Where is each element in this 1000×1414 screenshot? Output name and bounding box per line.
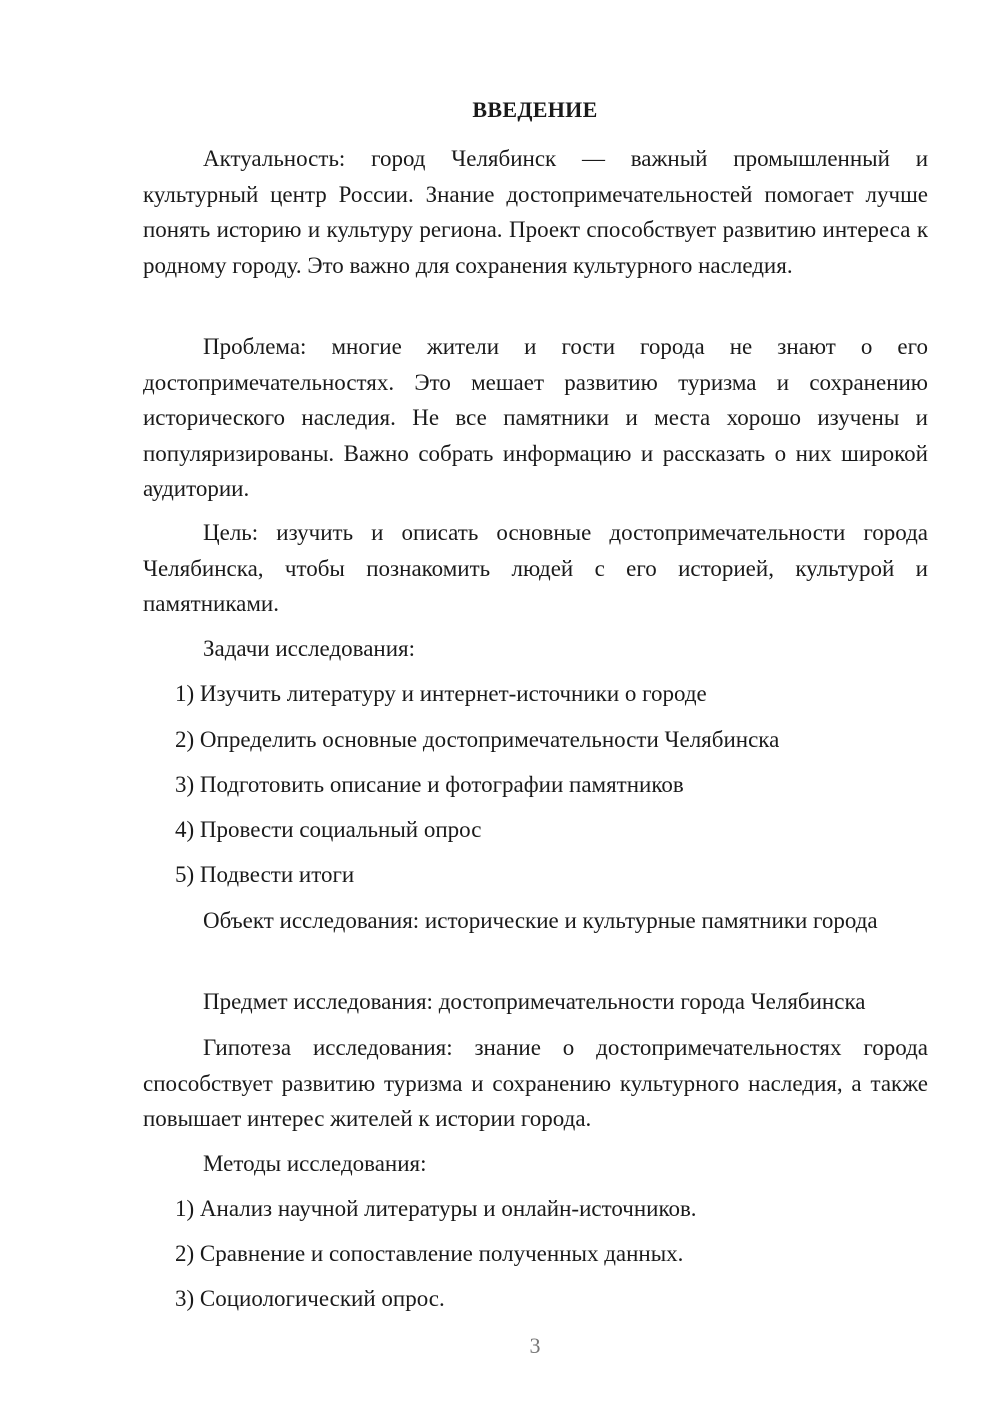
page-number: 3	[529, 1333, 541, 1358]
problem-paragraph: Проблема: многие жители и гости города не знают о его достопримечательностях. Это мешает развитию туризма и сохранению исторического наследия. Не все памятники и места хорошо изучены и популяризированы. Важно собрать информацию и рассказать о них широкой аудитории.	[143, 334, 928, 501]
methods-title: Методы исследования:	[203, 1151, 427, 1176]
task-item-1: 1) Изучить литературу и интернет-источники о городе	[175, 681, 707, 706]
hypothesis-paragraph: Гипотеза исследования: знание о достопримечательностях города способствует развитию туризма и сохранению культурного наследия, а также повышает интерес жителей к истории города.	[143, 1035, 928, 1131]
relevance-paragraph: Актуальность: город Челябинск — важный промышленный и культурный центр России. Знание достопримечательностей помогает лучше понять историю и культуру региона. Проект способствует развитию интереса к родному городу. Это важно для сохранения культурного наследия.	[143, 146, 928, 278]
task-item-5: 5) Подвести итоги	[175, 862, 355, 887]
method-item-2: 2) Сравнение и сопоставление полученных данных.	[175, 1241, 684, 1266]
object-paragraph: Объект исследования: исторические и культурные памятники города	[203, 908, 878, 933]
task-item-3: 3) Подготовить описание и фотографии памятников	[175, 772, 684, 797]
page-heading: ВВЕДЕНИЕ	[472, 97, 598, 122]
method-item-3: 3) Социологический опрос.	[175, 1286, 445, 1311]
tasks-title: Задачи исследования:	[203, 636, 416, 661]
goal-paragraph: Цель: изучить и описать основные достопримечательности города Челябинска, чтобы познакомить людей с его историей, культурой и памятниками.	[143, 520, 928, 616]
method-item-1: 1) Анализ научной литературы и онлайн-источников.	[175, 1196, 697, 1221]
subject-paragraph: Предмет исследования: достопримечательности города Челябинска	[203, 989, 866, 1014]
task-item-2: 2) Определить основные достопримечательности Челябинска	[175, 727, 780, 752]
task-item-4: 4) Провести социальный опрос	[175, 817, 482, 842]
